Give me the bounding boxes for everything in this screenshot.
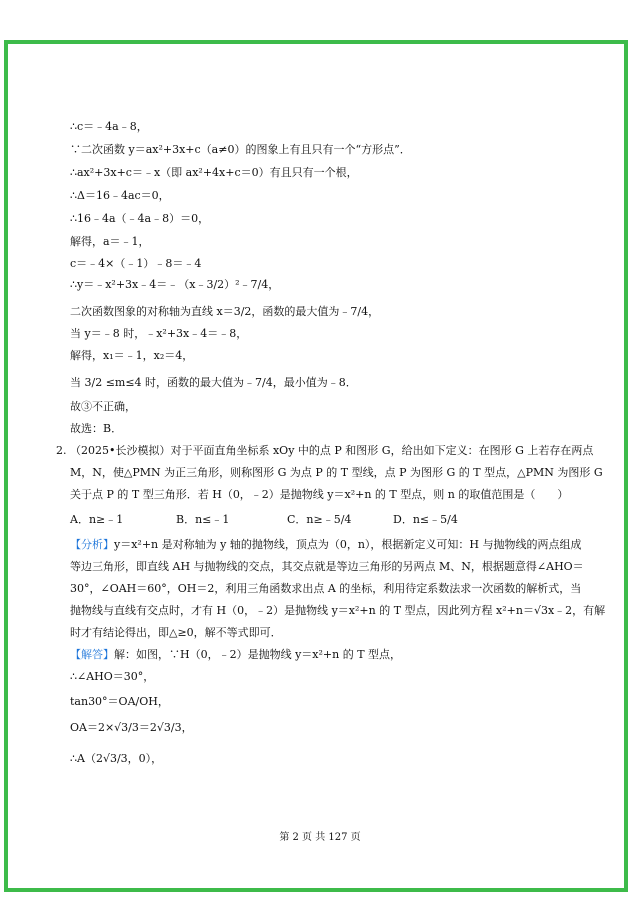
text-line: 当 y＝﹣8 时，﹣x²+3x﹣4＝﹣8， bbox=[70, 327, 248, 340]
solution-line: ∴A（2√3/3，0）， bbox=[70, 752, 163, 765]
solution-line bbox=[70, 648, 401, 662]
question-line: 关于点 P 的 T 型三角形．若 H（0，﹣2）是抛物线 y＝x²+n 的 T 型点，则 n 的取值范围是（ ） bbox=[70, 488, 569, 501]
text-line: ∴ax²+3x+c＝﹣x（即 ax²+4x+c＝0）有且只有一个根， bbox=[70, 166, 358, 179]
solution-text: 解：如图，∵H（0，﹣2）是抛物线 y＝x²+n 的 T 型点， bbox=[114, 648, 402, 661]
option-b: B．n≤﹣1 bbox=[176, 513, 230, 526]
text-line: ∵二次函数 y＝ax²+3x+c（a≠0）的图象上有且只有一个“方形点”． bbox=[70, 143, 411, 156]
option-c: C．n≥﹣5/4 bbox=[287, 513, 352, 526]
analysis-line: 时才有结论得出，即△≥0，解不等式即可． bbox=[70, 626, 282, 639]
solution-line: OA＝2×√3/3＝2√3/3， bbox=[70, 721, 193, 734]
analysis-line: 等边三角形，即直线 AH 与抛物线的交点，其交点就是等边三角形的另两点 M、N，根据题意得∠AHO＝ bbox=[70, 560, 584, 573]
question-number: 2. bbox=[56, 444, 67, 457]
text-line: 二次函数图象的对称轴为直线 x＝3/2，函数的最大值为﹣7/4， bbox=[70, 305, 380, 318]
page-footer: 第 2 页 共 127 页 bbox=[279, 832, 361, 843]
text-line: 解得，x₁＝﹣1，x₂＝4， bbox=[70, 349, 194, 362]
option-d: D．n≤﹣5/4 bbox=[393, 513, 458, 526]
text-line: ∴y＝﹣x²+3x﹣4＝﹣（x﹣3/2）²﹣7/4， bbox=[70, 278, 280, 291]
analysis-text: y＝x²+n 是对称轴为 y 轴的抛物线，顶点为（0，n），根据新定义可知：H 与抛物线的两点组成 bbox=[114, 538, 582, 551]
text-line: 故选：B． bbox=[70, 422, 123, 435]
option-a: A．n≥﹣1 bbox=[70, 513, 124, 526]
text-line: 当 3/2 ≤m≤4 时，函数的最大值为﹣7/4，最小值为﹣8． bbox=[70, 376, 357, 389]
solution-line: tan30°＝OA/OH， bbox=[70, 695, 169, 708]
text-line: ∴Δ＝16﹣4ac＝0， bbox=[70, 189, 170, 202]
solution-tag: 【解答】 bbox=[70, 648, 114, 661]
analysis-tag: 【分析】 bbox=[70, 538, 114, 551]
analysis-line: 抛物线与直线有交点时，才有 H（0，﹣2）是抛物线 y＝x²+n 的 T 型点，因此列方程 x²+n＝√3x﹣2，有解 bbox=[70, 604, 606, 617]
analysis-line: 30°，∠OAH＝60°，OH＝2，利用三角函数求出点 A 的坐标，利用待定系数法求一次函数的解析式，当 bbox=[70, 582, 582, 595]
text-line: 故③不正确， bbox=[70, 400, 136, 413]
text-line: c＝﹣4×（﹣1）﹣8＝﹣4 bbox=[70, 257, 202, 270]
text-line: ∴16﹣4a（﹣4a﹣8）＝0， bbox=[70, 212, 210, 225]
analysis-line bbox=[70, 538, 582, 552]
question-line: （2025•长沙模拟）对于平面直角坐标系 xOy 中的点 P 和图形 G，给出如下定义：在图形 G 上若存在两点 bbox=[70, 444, 594, 457]
solution-line: ∴∠AHO＝30°， bbox=[70, 670, 155, 683]
text-line: 解得，a＝﹣1， bbox=[70, 235, 150, 248]
text-line: ∴c＝﹣4a﹣8， bbox=[70, 120, 148, 133]
question-line: M，N，使△PMN 为正三角形，则称图形 G 为点 P 的 T 型线，点 P 为图形 G 的 T 型点，△PMN 为图形 G bbox=[70, 466, 603, 479]
